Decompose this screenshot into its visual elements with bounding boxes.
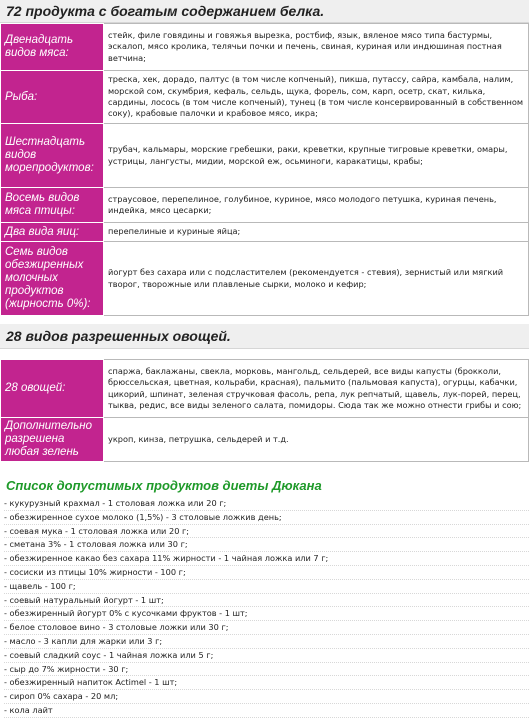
category-cell: Восемь видов мяса птицы: <box>1 188 104 223</box>
items-cell: укроп, кинза, петрушка, сельдерей и т.д. <box>104 418 529 462</box>
items-cell: стейк, филе говядины и говяжья вырезка, ростбиф, язык, вяленое мясо типа бастурмы, эскалоп, мясо кролика, телячьи почки и печень, свиная, куриная или индюшиная постная ветчина; <box>104 24 529 71</box>
table-row <box>1 242 529 316</box>
diet-list <box>0 497 529 718</box>
items-cell: трубач, кальмары, морские гребешки, раки, креветки, крупные тигровые креветки, омары, устрицы, лангусты, мидии, морской еж, осьминоги, каракатицы, крабы; <box>104 124 529 188</box>
list-item: - сыр до 7% жирности - 30 г; <box>4 663 529 677</box>
table-row <box>1 360 529 418</box>
category-cell: Шестнадцать видов морепродуктов: <box>1 124 104 188</box>
table-row <box>1 124 529 188</box>
spacer <box>0 349 529 359</box>
list-item: - соевая мука - 1 столовая ложка или 20 г; <box>4 525 529 539</box>
vegetables-table <box>0 359 529 462</box>
items-cell: треска, хек, дорадо, палтус (в том числе копченый), пикша, путассу, сайра, камбала, налим, морской сом, скумбрия, кефаль, сельдь, щука, форель, сом, карп, осетр, скат, килька, сардины, лосось (в том числе копченый), тунец (в том числе консервированный в собственном соку), крабовые палочки и крабовое мясо, икра; <box>104 71 529 124</box>
list-item: - соевый натуральный йогурт - 1 шт; <box>4 594 529 608</box>
table-row <box>1 188 529 223</box>
vegetables-section-title: 28 видов разрешенных овощей. <box>0 324 529 349</box>
items-cell: перепелиные и куриные яйца; <box>104 223 529 242</box>
list-item: - белое столовое вино - 3 столовые ложки или 30 г; <box>4 621 529 635</box>
diet-section <box>0 478 529 718</box>
protein-section <box>0 0 529 316</box>
list-item: - обезжиренное какао без сахара 11% жирности - 1 чайная ложка или 7 г; <box>4 552 529 566</box>
table-row <box>1 24 529 71</box>
items-cell: йогурт без сахара или с подсластителем (рекомендуется - стевия), зернистый или мягкий творог, творожные или плавленые сырки, молоко и кефир; <box>104 242 529 316</box>
list-item: - обезжиренное сухое молоко (1,5%) - 3 столовые ложкив день; <box>4 511 529 525</box>
list-item: - кукурузный крахмал - 1 столовая ложка или 20 г; <box>4 497 529 511</box>
list-item: - обезжиренный напиток Actimel - 1 шт; <box>4 676 529 690</box>
protein-section-title: 72 продукта с богатым содержанием белка. <box>0 0 529 23</box>
list-item: - сметана 3% - 1 столовая ложка или 30 г; <box>4 538 529 552</box>
table-row <box>1 418 529 462</box>
category-cell: Два вида яиц: <box>1 223 104 242</box>
list-item: - соевый сладкий соус - 1 чайная ложка или 5 г; <box>4 649 529 663</box>
list-item: - сосиски из птицы 10% жирности - 100 г; <box>4 566 529 580</box>
category-cell: Семь видов обезжиренных молочных продуктов (жирность 0%): <box>1 242 104 316</box>
table-row <box>1 71 529 124</box>
items-cell: спаржа, баклажаны, свекла, морковь, мангольд, сельдерей, все виды капусты (брокколи, брюссельская, цветная, кольраби, красная), пальмито (пальмовая капуста), огурцы, кабачки, цикорий, шпинат, зеленая стручковая фасоль, репа, лук репчатый, щавель, лук-порей, перец, тыква, редис, все виды зеленого салата, помидоры. Сюда так же можно отнести грибы и сою; <box>104 360 529 418</box>
list-item: - кола лайт <box>4 704 529 718</box>
list-item: - сироп 0% сахара - 20 мл; <box>4 690 529 704</box>
category-cell: Двенадцать видов мяса: <box>1 24 104 71</box>
list-item: - масло - 3 капли для жарки или 3 г; <box>4 635 529 649</box>
vegetables-section <box>0 324 529 462</box>
list-item: - щавель - 100 г; <box>4 580 529 594</box>
category-cell: Рыба: <box>1 71 104 124</box>
protein-table <box>0 23 529 316</box>
category-cell: Дополнительно разрешена любая зелень <box>1 418 104 462</box>
category-cell: 28 овощей: <box>1 360 104 418</box>
diet-list-title: Список допустимых продуктов диеты Дюкана <box>6 478 322 493</box>
items-cell: страусовое, перепелиное, голубиное, куриное, мясо молодого петушка, куриная печень, индейка, мясо цесарки; <box>104 188 529 223</box>
list-item: - обезжиренный йогурт 0% с кусочками фруктов - 1 шт; <box>4 607 529 621</box>
table-row <box>1 223 529 242</box>
